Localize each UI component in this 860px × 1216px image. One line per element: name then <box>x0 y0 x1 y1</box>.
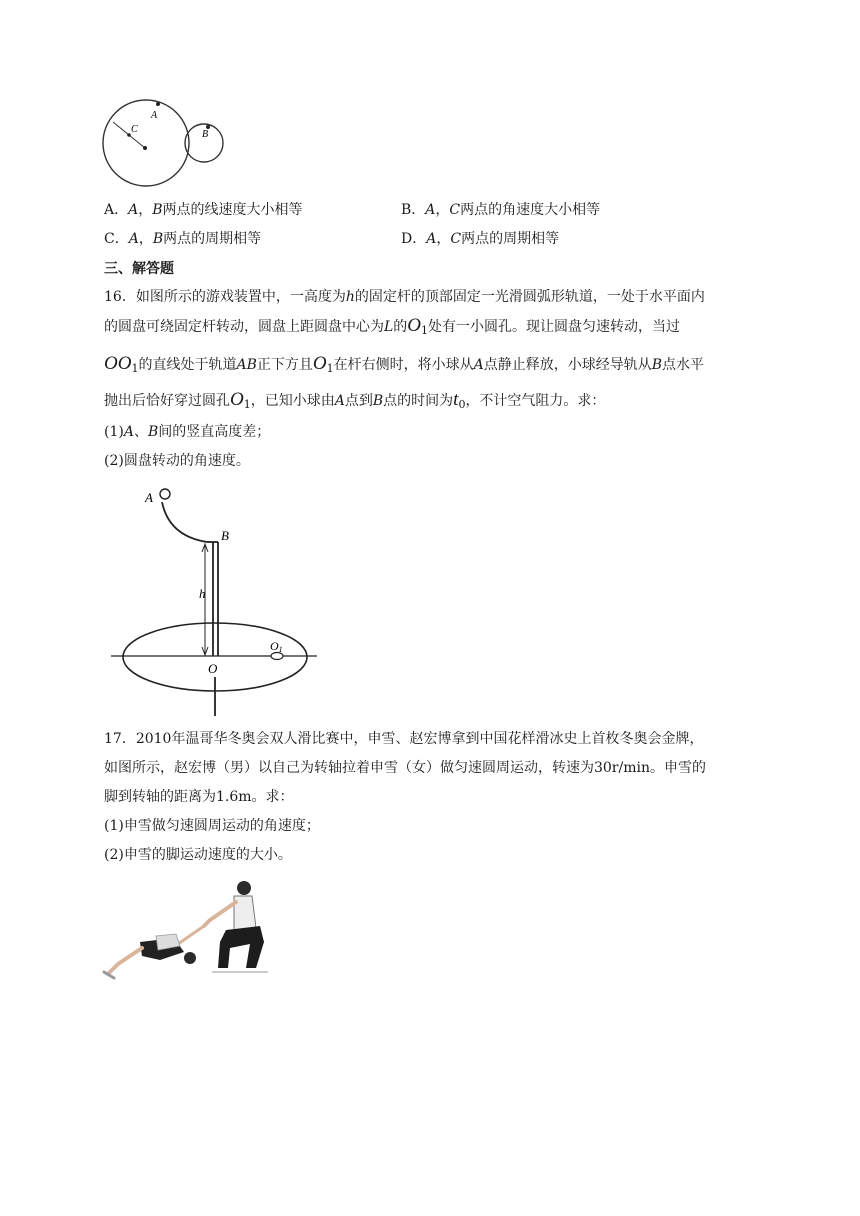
point-center <box>143 146 147 150</box>
q17-line3: 脚到转轴的距离为1.6m。求： <box>104 789 294 805</box>
label-B: B <box>202 129 209 140</box>
label-O1: O1 <box>270 639 283 654</box>
label-A: A <box>151 110 158 121</box>
q16-line1: 16．如图所示的游戏装置中，一高度为h的固定杆的顶部固定一光滑圆弧形轨道，一处于水平面内 <box>104 289 705 305</box>
q16-line3: $OO_1$的直线处于轨道AB正下方且$O_1$在杆右侧时，将小球从A点静止释放，小球经导轨从B点水平 <box>104 353 705 375</box>
option-a: A．A，B两点的线速度大小相等 <box>104 202 303 218</box>
q16-line4: 抛出后恰好穿过圆孔$O_1$，已知小球由A点到B点的时间为$t_0$，不计空气阻力。求： <box>104 389 606 411</box>
game-device-figure <box>105 482 325 720</box>
label-O: O <box>208 661 218 676</box>
pair-skating-photo <box>100 872 270 982</box>
q17-line1: 17．2010年温哥华冬奥会双人滑比赛中，申雪、赵宏博拿到中国花样滑冰史上首枚冬奥会金牌， <box>104 731 704 747</box>
woman-arm <box>178 926 204 944</box>
label-h: h <box>199 586 206 601</box>
circles-figure <box>98 96 228 190</box>
large-circle <box>103 100 189 186</box>
woman-head <box>184 952 196 964</box>
point-A <box>156 102 160 106</box>
arc-track <box>162 502 207 542</box>
option-c: C．A，B两点的周期相等 <box>104 231 262 247</box>
q16-sub2: (2)圆盘转动的角速度。 <box>104 453 250 469</box>
q17-sub2: (2)申雪的脚运动速度的大小。 <box>104 847 292 863</box>
label-C: C <box>131 124 138 135</box>
woman-leg <box>108 948 142 974</box>
ball <box>160 489 170 499</box>
option-b: B．A，C两点的角速度大小相等 <box>401 202 601 218</box>
q16-sub1: (1)A、B间的竖直高度差； <box>104 424 271 440</box>
option-d: D．A，C两点的周期相等 <box>401 231 560 247</box>
q16-line2: 的圆盘可绕固定杆转动，圆盘上距圆盘中心为L的$O_1$处有一小圆孔。现让圆盘匀速转动，当过 <box>104 315 681 337</box>
section-title: 三、解答题 <box>104 261 174 277</box>
man-arm <box>204 902 236 926</box>
q17-line2: 如图所示，赵宏博（男）以自己为转轴拉着申雪（女）做匀速圆周运动，转速为30r/min。申雪的 <box>104 760 706 776</box>
label-A: A <box>145 490 153 505</box>
man-head <box>237 881 251 895</box>
label-B: B <box>221 528 229 543</box>
q17-sub1: (1)申雪做匀速圆周运动的角速度； <box>104 818 320 834</box>
man-legs <box>218 926 264 968</box>
